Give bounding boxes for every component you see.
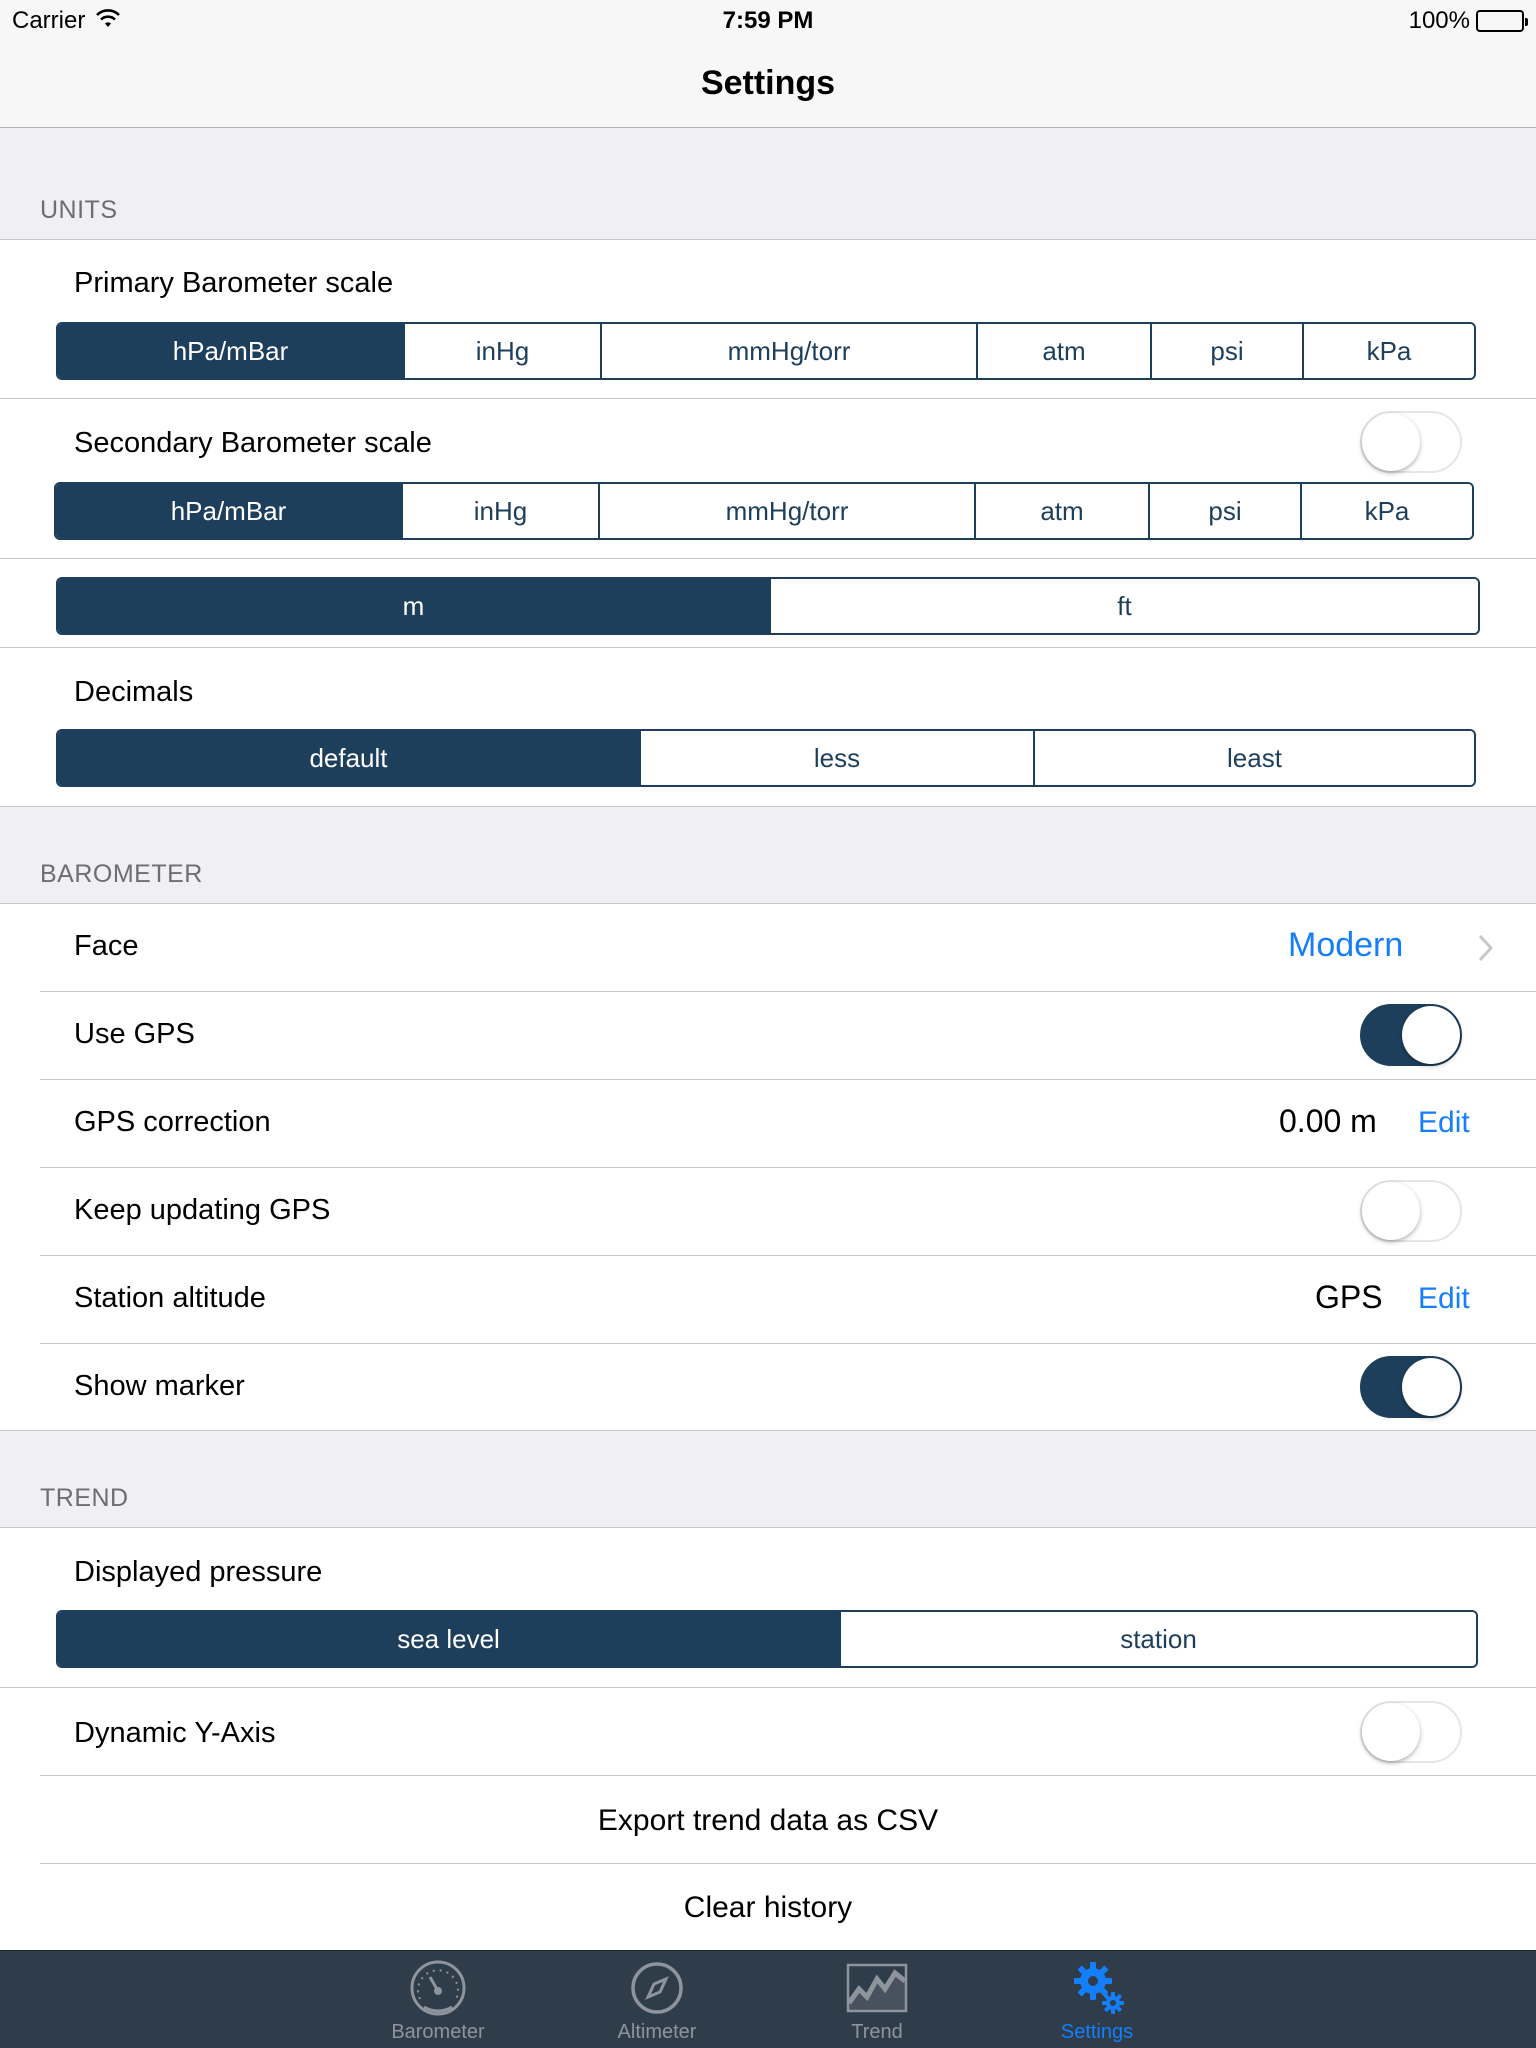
- decimals-option-least[interactable]: least: [1033, 731, 1474, 785]
- keep-updating-gps-label: Keep updating GPS: [74, 1194, 331, 1226]
- carrier-label: Carrier: [12, 7, 86, 34]
- decimals-option-default[interactable]: default: [58, 731, 639, 785]
- section-header-trend: TREND: [40, 1484, 129, 1512]
- divider: [40, 1167, 1536, 1168]
- secondary-scale-toggle[interactable]: [1360, 411, 1462, 473]
- pressure-option-station[interactable]: station: [839, 1612, 1476, 1666]
- decimals-option-less[interactable]: less: [639, 731, 1033, 785]
- divider: [40, 1775, 1536, 1776]
- primary-option-hpa[interactable]: hPa/mBar: [58, 324, 403, 378]
- barometer-group: [0, 903, 1536, 1431]
- station-altitude-label: Station altitude: [74, 1282, 266, 1314]
- primary-option-inhg[interactable]: inHg: [403, 324, 600, 378]
- altitude-unit-segmented-control: [56, 577, 1480, 635]
- gauge-icon: [406, 1959, 470, 2017]
- decimals-segmented-control: [56, 729, 1476, 787]
- divider: [0, 647, 1536, 648]
- use-gps-toggle[interactable]: [1360, 1004, 1462, 1066]
- compass-icon: [625, 1959, 689, 2017]
- station-altitude-value: GPS: [1315, 1279, 1383, 1315]
- divider: [0, 1687, 1536, 1688]
- face-value: Modern: [1288, 926, 1404, 964]
- trend-chart-icon: [845, 1959, 909, 2017]
- divider: [40, 1255, 1536, 1256]
- secondary-option-inhg[interactable]: inHg: [401, 484, 598, 538]
- battery-percent: 100%: [1408, 7, 1470, 34]
- divider: [40, 991, 1536, 992]
- tab-altimeter[interactable]: [577, 1959, 737, 2044]
- units-group: [0, 239, 1536, 807]
- trend-group: [0, 1527, 1536, 1950]
- tab-barometer[interactable]: [358, 1959, 518, 2044]
- tab-label: Trend: [851, 2021, 903, 2043]
- tab-bar: [0, 1950, 1536, 2048]
- altitude-option-ft[interactable]: ft: [769, 579, 1478, 633]
- dynamic-y-axis-toggle[interactable]: [1360, 1701, 1462, 1763]
- decimals-label: Decimals: [74, 676, 194, 708]
- pressure-option-sea-level[interactable]: sea level: [58, 1612, 839, 1666]
- divider: [40, 1343, 1536, 1344]
- primary-option-kpa[interactable]: kPa: [1302, 324, 1474, 378]
- clear-history-button[interactable]: Clear history: [683, 1891, 853, 1924]
- show-marker-toggle[interactable]: [1360, 1356, 1462, 1418]
- secondary-option-mmhg[interactable]: mmHg/torr: [598, 484, 974, 538]
- face-row[interactable]: [0, 904, 1536, 991]
- gears-icon: [1065, 1959, 1129, 2017]
- dynamic-y-axis-label: Dynamic Y-Axis: [74, 1717, 276, 1749]
- use-gps-label: Use GPS: [74, 1018, 195, 1050]
- show-marker-label: Show marker: [74, 1370, 245, 1402]
- tab-settings[interactable]: [1017, 1959, 1177, 2044]
- secondary-option-kpa[interactable]: kPa: [1300, 484, 1472, 538]
- tab-label: Barometer: [391, 2021, 485, 2043]
- divider: [40, 1079, 1536, 1080]
- altitude-option-m[interactable]: m: [58, 579, 769, 633]
- displayed-pressure-segmented-control: [56, 1610, 1478, 1668]
- gps-correction-label: GPS correction: [74, 1106, 271, 1138]
- export-csv-button[interactable]: Export trend data as CSV: [597, 1804, 939, 1837]
- primary-option-psi[interactable]: psi: [1150, 324, 1302, 378]
- section-header-barometer: BAROMETER: [40, 860, 203, 888]
- status-bar: [0, 0, 1536, 40]
- secondary-option-psi[interactable]: psi: [1148, 484, 1300, 538]
- gps-correction-value: 0.00 m: [1279, 1103, 1377, 1139]
- divider: [40, 1863, 1536, 1864]
- face-label: Face: [74, 930, 139, 962]
- divider: [0, 398, 1536, 399]
- page-title: Settings: [700, 64, 836, 102]
- secondary-option-atm[interactable]: atm: [974, 484, 1148, 538]
- keep-updating-gps-toggle[interactable]: [1360, 1180, 1462, 1242]
- battery-icon: [1476, 10, 1524, 32]
- clock: 7:59 PM: [722, 7, 814, 34]
- primary-option-atm[interactable]: atm: [976, 324, 1150, 378]
- primary-scale-label: Primary Barometer scale: [74, 267, 394, 299]
- secondary-scale-label: Secondary Barometer scale: [74, 427, 432, 459]
- displayed-pressure-label: Displayed pressure: [74, 1556, 323, 1588]
- tab-label: Settings: [1060, 2021, 1134, 2043]
- section-header-units: UNITS: [40, 196, 118, 224]
- primary-option-mmhg[interactable]: mmHg/torr: [600, 324, 976, 378]
- tab-label: Altimeter: [617, 2021, 697, 2043]
- chevron-right-icon: [1476, 932, 1496, 969]
- tab-trend[interactable]: [797, 1959, 957, 2044]
- primary-scale-segmented-control: [56, 322, 1476, 380]
- station-altitude-edit-button[interactable]: Edit: [1418, 1282, 1470, 1315]
- secondary-option-hpa[interactable]: hPa/mBar: [56, 484, 401, 538]
- secondary-scale-segmented-control: [54, 482, 1474, 540]
- navigation-bar: [0, 40, 1536, 128]
- divider: [0, 558, 1536, 559]
- gps-correction-edit-button[interactable]: Edit: [1418, 1106, 1470, 1139]
